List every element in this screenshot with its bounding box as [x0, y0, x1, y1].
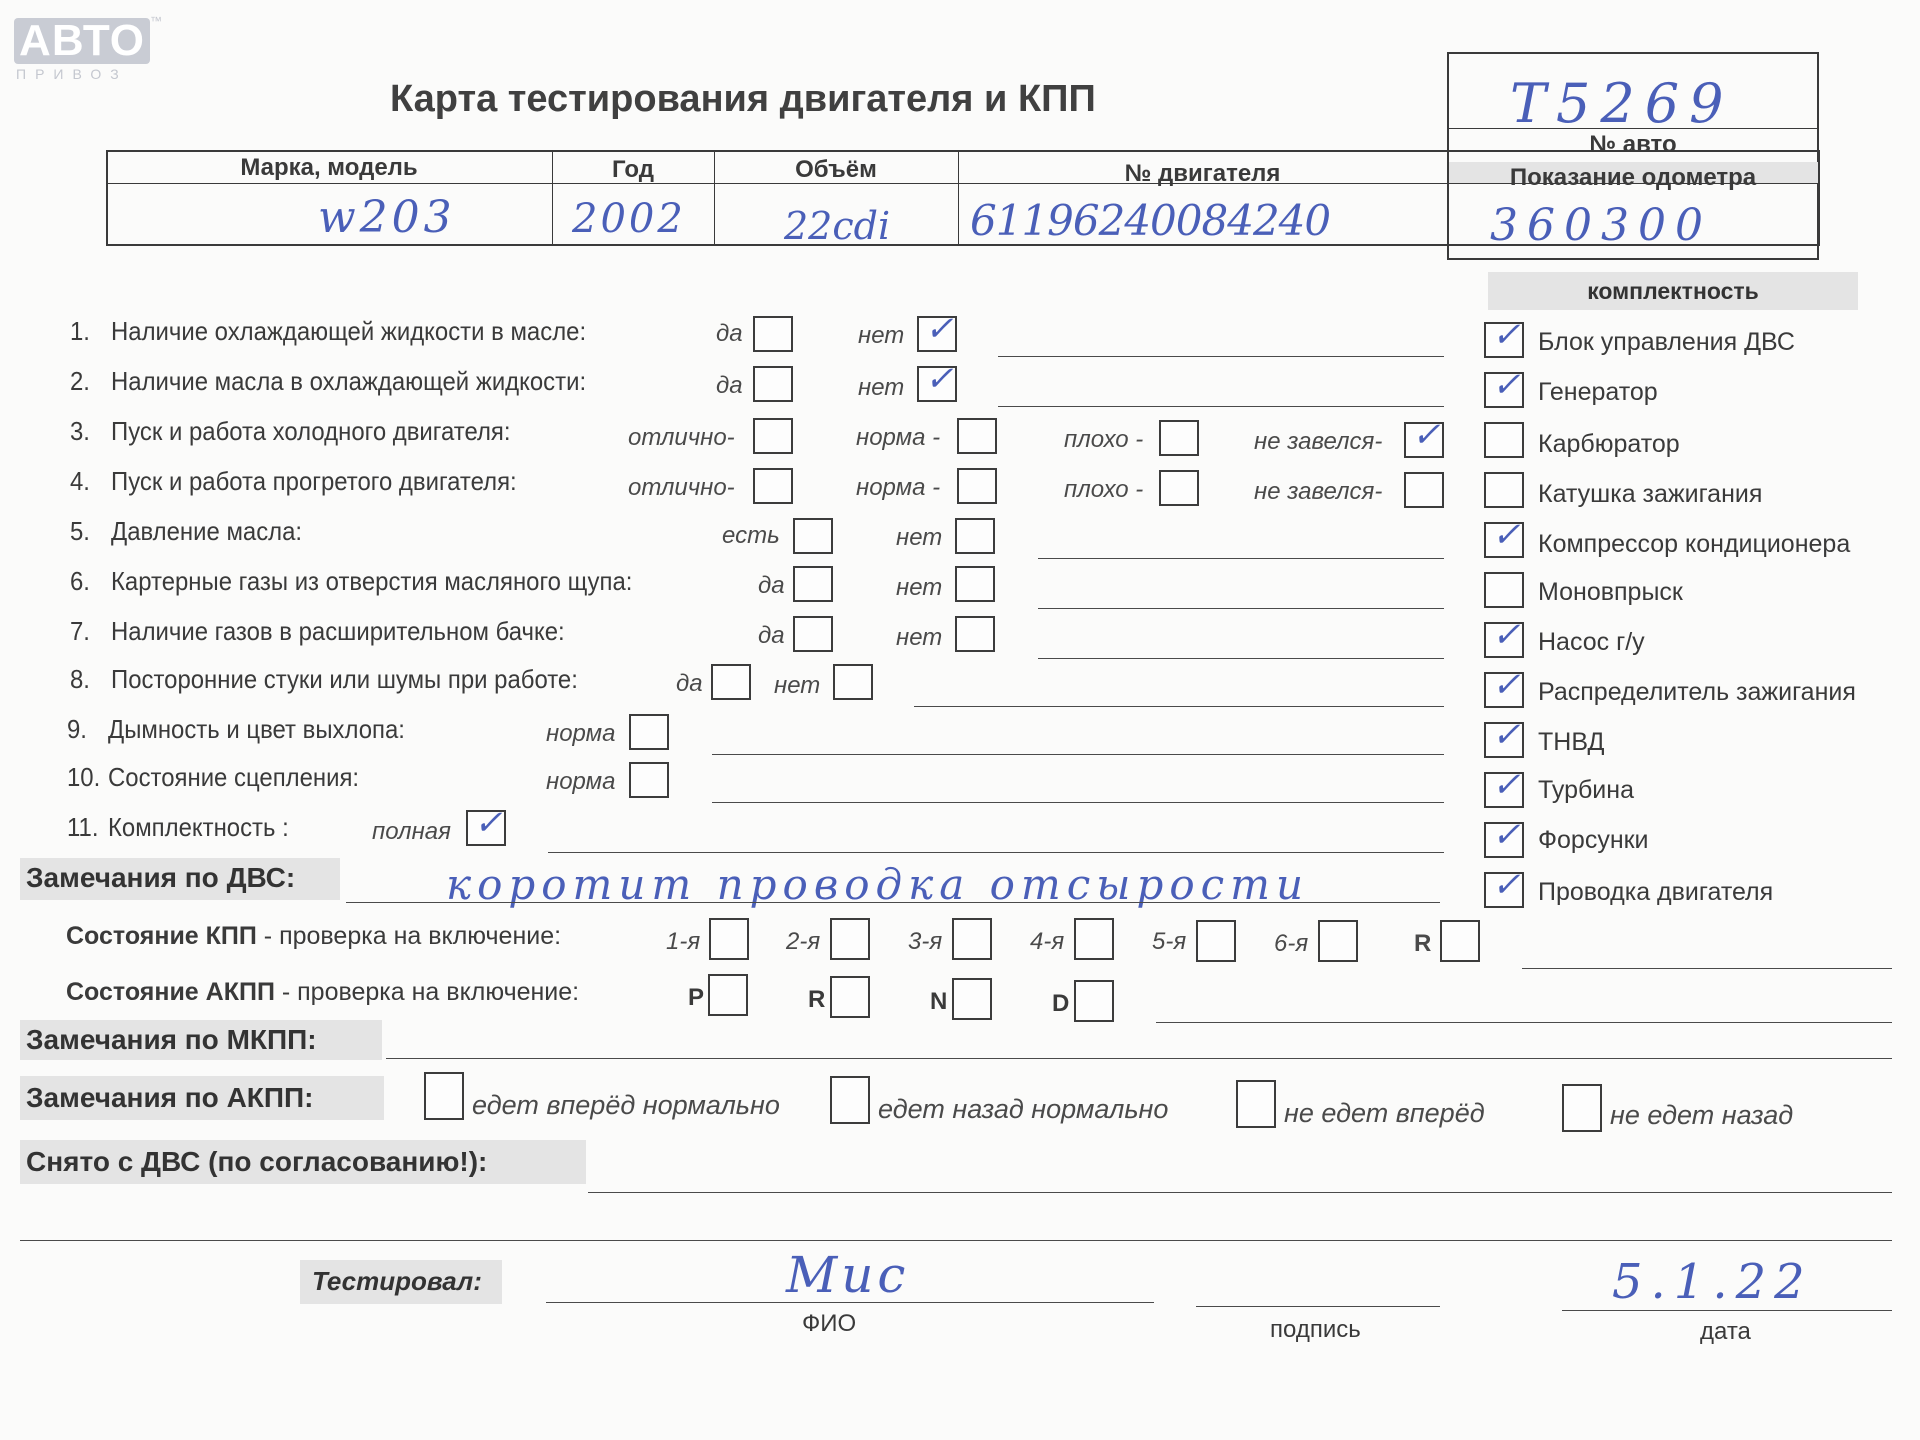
akpp-forward-ok-label: едет вперёд нормально — [472, 1090, 780, 1120]
completeness-checkbox[interactable] — [1484, 365, 1524, 408]
kpp-label-rest: - проверка на включение: — [256, 922, 562, 950]
completeness-checkbox[interactable] — [1484, 765, 1524, 808]
completeness-item: Турбина — [1538, 776, 1634, 804]
item-5-number: 5. — [70, 516, 90, 546]
item-10-number: 10. — [67, 762, 101, 792]
kpp-gear-5: 5-я — [1152, 928, 1187, 955]
car-number-value: Т5269 — [1510, 72, 1734, 135]
completeness-checkbox[interactable] — [1484, 472, 1524, 508]
item-10-checkbox-norma[interactable] — [629, 762, 669, 798]
akpp-gear-d-checkbox[interactable] — [1074, 980, 1114, 1022]
check-mark-icon: ✓ — [1492, 615, 1521, 655]
volume-label: Объём — [795, 156, 877, 183]
item-3-checkbox-norma[interactable] — [957, 418, 997, 454]
item-7-note-line — [1038, 658, 1444, 659]
akpp-forward-ok-checkbox[interactable] — [424, 1072, 464, 1120]
kpp-note-line — [1522, 968, 1892, 969]
item-1-opt-da: да — [716, 320, 743, 347]
kpp-gear-2: 2-я — [786, 928, 821, 955]
check-mark-icon: ✓ — [925, 309, 954, 349]
completeness-checkbox[interactable] — [1484, 665, 1524, 708]
completeness-item: Распределитель зажигания — [1538, 678, 1856, 706]
akpp-no-reverse-checkbox[interactable] — [1562, 1084, 1602, 1132]
akpp-label-bold: Состояние АКПП — [66, 978, 275, 1006]
completeness-item: Моновпрыск — [1538, 578, 1683, 606]
item-11-label: Комплектность : — [108, 812, 289, 842]
item-2-opt-da: да — [716, 372, 743, 399]
item-2-note-line — [998, 406, 1444, 407]
item-11-opt-polnaya: полная — [372, 818, 451, 845]
check-mark-icon: ✓ — [474, 803, 503, 843]
item-1-opt-net: нет — [858, 322, 905, 349]
tested-date-value: 5.1.22 — [1612, 1254, 1813, 1310]
check-mark-icon: ✓ — [1492, 765, 1521, 805]
item-5-checkbox-net[interactable] — [955, 518, 995, 554]
item-5-note-line — [1038, 558, 1444, 559]
item-1-note-line — [998, 356, 1444, 357]
completeness-item: Компрессор кондиционера — [1538, 530, 1851, 558]
completeness-item: Катушка зажигания — [1538, 480, 1763, 508]
item-5-checkbox-est[interactable] — [793, 518, 833, 554]
item-1-number: 1. — [70, 316, 90, 346]
completeness-checkbox[interactable] — [1484, 815, 1524, 858]
tested-sign-label: подпись — [1270, 1316, 1361, 1343]
item-4-opt-ploho: плохо - — [1064, 476, 1144, 503]
engine-number-label: № двигателя — [1124, 160, 1281, 187]
item-9-number: 9. — [67, 714, 87, 744]
akpp-gear-d: D — [1052, 990, 1070, 1017]
akpp-reverse-ok-checkbox[interactable] — [830, 1076, 870, 1124]
item-7-label: Наличие газов в расширительном бачке: — [111, 616, 565, 646]
akpp-no-forward-label: не едет вперёд — [1284, 1098, 1485, 1128]
year-label: Год — [612, 156, 654, 183]
item-9-label: Дымность и цвет выхлопа: — [108, 714, 405, 744]
check-mark-icon: ✓ — [1412, 415, 1441, 455]
akpp-no-reverse-label: не едет назад — [1610, 1100, 1794, 1130]
item-10-note-line — [712, 802, 1444, 803]
tested-date-label: дата — [1700, 1318, 1751, 1345]
item-5-opt-est: есть — [722, 522, 780, 549]
completeness-item: Генератор — [1538, 378, 1658, 406]
remarks-mkpp-label: Замечания по МКПП: — [26, 1024, 317, 1055]
check-mark-icon: ✓ — [1492, 715, 1521, 755]
completeness-checkbox[interactable] — [1484, 865, 1524, 908]
tested-date-line — [1562, 1310, 1892, 1311]
odometer-label: Показание одометра — [1509, 164, 1757, 191]
remarks-dvs-value: коротит проводка отсырости — [446, 860, 1310, 909]
item-11-checkbox-polnaya[interactable] — [466, 803, 506, 846]
akpp-gear-r-checkbox[interactable] — [830, 976, 870, 1018]
item-9-checkbox-norma[interactable] — [629, 714, 669, 750]
item-2-opt-net: нет — [858, 374, 905, 401]
kpp-gear-6: 6-я — [1274, 930, 1309, 957]
engine-number-value: 61196240084240 — [970, 196, 1331, 245]
item-8-checkbox-net[interactable] — [833, 664, 873, 700]
check-mark-icon: ✓ — [1492, 365, 1521, 405]
item-3-checkbox-ploho[interactable] — [1159, 420, 1199, 456]
removed-line-1 — [588, 1192, 1892, 1193]
akpp-reverse-ok-label: едет назад нормально — [878, 1094, 1169, 1124]
kpp-gear-1: 1-я — [666, 928, 701, 955]
item-8-opt-net: нет — [774, 672, 821, 699]
logo-subtitle: ПРИВОЗ — [16, 66, 128, 82]
remarks-akpp-label: Замечания по АКПП: — [26, 1082, 314, 1113]
item-5-opt-net: нет — [896, 524, 943, 551]
tested-label: Тестировал: — [312, 1266, 482, 1296]
tested-fio-value: Мис — [786, 1246, 910, 1304]
kpp-gear-4: 4-я — [1030, 928, 1065, 955]
kpp-gear-5-checkbox[interactable] — [1196, 920, 1236, 962]
volume-value: 22cdi — [784, 204, 891, 248]
check-mark-icon: ✓ — [1492, 865, 1521, 905]
odometer-value: 360300 — [1490, 200, 1712, 251]
completeness-checkbox[interactable] — [1484, 615, 1524, 658]
kpp-gear-r: R — [1414, 930, 1432, 957]
make-value: w203 — [318, 192, 456, 243]
check-mark-icon: ✓ — [1492, 315, 1521, 355]
item-2-label: Наличие масла в охлаждающей жидкости: — [111, 366, 587, 396]
item-4-opt-ne-zavelsya: не завелся- — [1254, 478, 1383, 505]
akpp-note-line — [1156, 1022, 1892, 1023]
item-11-note-line — [548, 852, 1444, 853]
car-number-label: № авто — [1589, 131, 1677, 158]
completeness-item: Форсунки — [1538, 826, 1649, 854]
completeness-checkbox[interactable] — [1484, 315, 1524, 358]
kpp-gear-3: 3-я — [908, 928, 943, 955]
logo-tm: ™ — [150, 14, 162, 28]
item-10-opt-norma: норма — [546, 768, 616, 795]
completeness-checkbox[interactable] — [1484, 715, 1524, 758]
item-9-note-line — [712, 754, 1444, 755]
akpp-gear-p-checkbox[interactable] — [708, 974, 748, 1016]
kpp-gear-3-checkbox[interactable] — [952, 918, 992, 960]
item-8-label: Посторонние стуки или шумы при работе: — [111, 664, 578, 694]
item-2-checkbox-net[interactable] — [917, 359, 957, 402]
item-7-checkbox-net[interactable] — [955, 616, 995, 652]
item-2-checkbox-da[interactable] — [753, 366, 793, 402]
item-6-checkbox-da[interactable] — [793, 566, 833, 602]
item-4-checkbox-ploho[interactable] — [1159, 470, 1199, 506]
item-3-opt-norma: норма - — [856, 424, 941, 451]
year-value: 2002 — [572, 196, 686, 242]
completeness-checkbox[interactable] — [1484, 422, 1524, 458]
item-3-opt-ploho: плохо - — [1064, 426, 1144, 453]
item-8-number: 8. — [70, 664, 90, 694]
item-3-checkbox-otlichno[interactable] — [753, 418, 793, 454]
kpp-gear-6-checkbox[interactable] — [1318, 920, 1358, 962]
completeness-item: Насос г/у — [1538, 628, 1645, 656]
item-8-note-line — [914, 706, 1444, 707]
akpp-gear-p: P — [688, 984, 705, 1011]
item-7-opt-da: да — [758, 622, 785, 649]
kpp-gear-r-checkbox[interactable] — [1440, 920, 1480, 962]
completeness-item: Блок управления ДВС — [1538, 328, 1795, 356]
item-9-opt-norma: норма — [546, 720, 616, 747]
check-mark-icon: ✓ — [1492, 665, 1521, 705]
item-6-note-line — [1038, 608, 1444, 609]
completeness-item: Проводка двигателя — [1538, 878, 1774, 906]
check-mark-icon: ✓ — [1492, 515, 1521, 555]
removed-label: Снято с ДВС (по согласованию!): — [26, 1146, 488, 1177]
remarks-dvs-line — [346, 902, 1440, 903]
item-4-opt-norma: норма - — [856, 474, 941, 501]
completeness-checkbox[interactable] — [1484, 572, 1524, 608]
item-4-opt-otlichno: отлично- — [628, 474, 735, 501]
item-6-checkbox-net[interactable] — [955, 566, 995, 602]
kpp-label-bold: Состояние КПП — [66, 922, 257, 950]
item-1-checkbox-net[interactable] — [917, 309, 957, 352]
akpp-label — [66, 978, 579, 1007]
item-6-opt-da: да — [758, 572, 785, 599]
item-4-checkbox-norma[interactable] — [957, 468, 997, 504]
removed-line-2 — [20, 1240, 1892, 1241]
item-4-checkbox-ne-zavelsya[interactable] — [1404, 472, 1444, 508]
item-11-number: 11. — [67, 812, 99, 842]
item-7-checkbox-da[interactable] — [793, 616, 833, 652]
tested-fio-line — [546, 1302, 1154, 1303]
akpp-no-forward-checkbox[interactable] — [1236, 1080, 1276, 1128]
tested-sign-line — [1196, 1306, 1440, 1307]
item-6-number: 6. — [70, 566, 90, 596]
item-1-label: Наличие охлаждающей жидкости в масле: — [111, 316, 587, 346]
item-4-label: Пуск и работа прогретого двигателя: — [111, 466, 517, 496]
logo: АВТО — [14, 18, 150, 64]
kpp-gear-1-checkbox[interactable] — [709, 918, 749, 960]
make-label: Марка, модель — [240, 154, 418, 181]
page-title: Карта тестирования двигателя и КПП — [390, 78, 1096, 120]
completeness-item: Карбюратор — [1538, 430, 1680, 458]
kpp-label — [66, 922, 561, 951]
item-3-label: Пуск и работа холодного двигателя: — [111, 416, 511, 446]
akpp-label-rest: - проверка на включение: — [274, 978, 580, 1006]
item-10-label: Состояние сцепления: — [108, 762, 360, 792]
item-6-label: Картерные газы из отверстия масляного щупа: — [111, 566, 633, 596]
item-4-checkbox-otlichno[interactable] — [753, 468, 793, 504]
item-4-number: 4. — [70, 466, 90, 496]
tested-fio-label: ФИО — [802, 1310, 857, 1337]
kpp-gear-2-checkbox[interactable] — [830, 918, 870, 960]
item-3-number: 3. — [70, 416, 90, 446]
item-2-number: 2. — [70, 366, 90, 396]
check-mark-icon: ✓ — [925, 359, 954, 399]
akpp-gear-n-checkbox[interactable] — [952, 978, 992, 1020]
item-7-number: 7. — [70, 616, 90, 646]
item-3-opt-otlichno: отлично- — [628, 424, 735, 451]
item-5-label: Давление масла: — [111, 516, 303, 546]
completeness-title: комплектность — [1587, 278, 1759, 304]
item-6-opt-net: нет — [896, 574, 943, 601]
completeness-item: ТНВД — [1538, 728, 1605, 756]
completeness-checkbox[interactable] — [1484, 515, 1524, 558]
remarks-dvs-label: Замечания по ДВС: — [26, 862, 296, 893]
check-mark-icon: ✓ — [1492, 815, 1521, 855]
item-7-opt-net: нет — [896, 624, 943, 651]
remarks-mkpp-line — [386, 1058, 1892, 1059]
akpp-gear-r: R — [808, 986, 826, 1013]
kpp-gear-4-checkbox[interactable] — [1074, 918, 1114, 960]
item-8-opt-da: да — [676, 670, 703, 697]
item-3-opt-ne-zavelsya: не завелся- — [1254, 428, 1383, 455]
item-3-checkbox-ne-zavelsya[interactable] — [1404, 415, 1444, 458]
akpp-gear-n: N — [930, 988, 948, 1015]
item-1-checkbox-da[interactable] — [753, 316, 793, 352]
item-8-checkbox-da[interactable] — [711, 664, 751, 700]
